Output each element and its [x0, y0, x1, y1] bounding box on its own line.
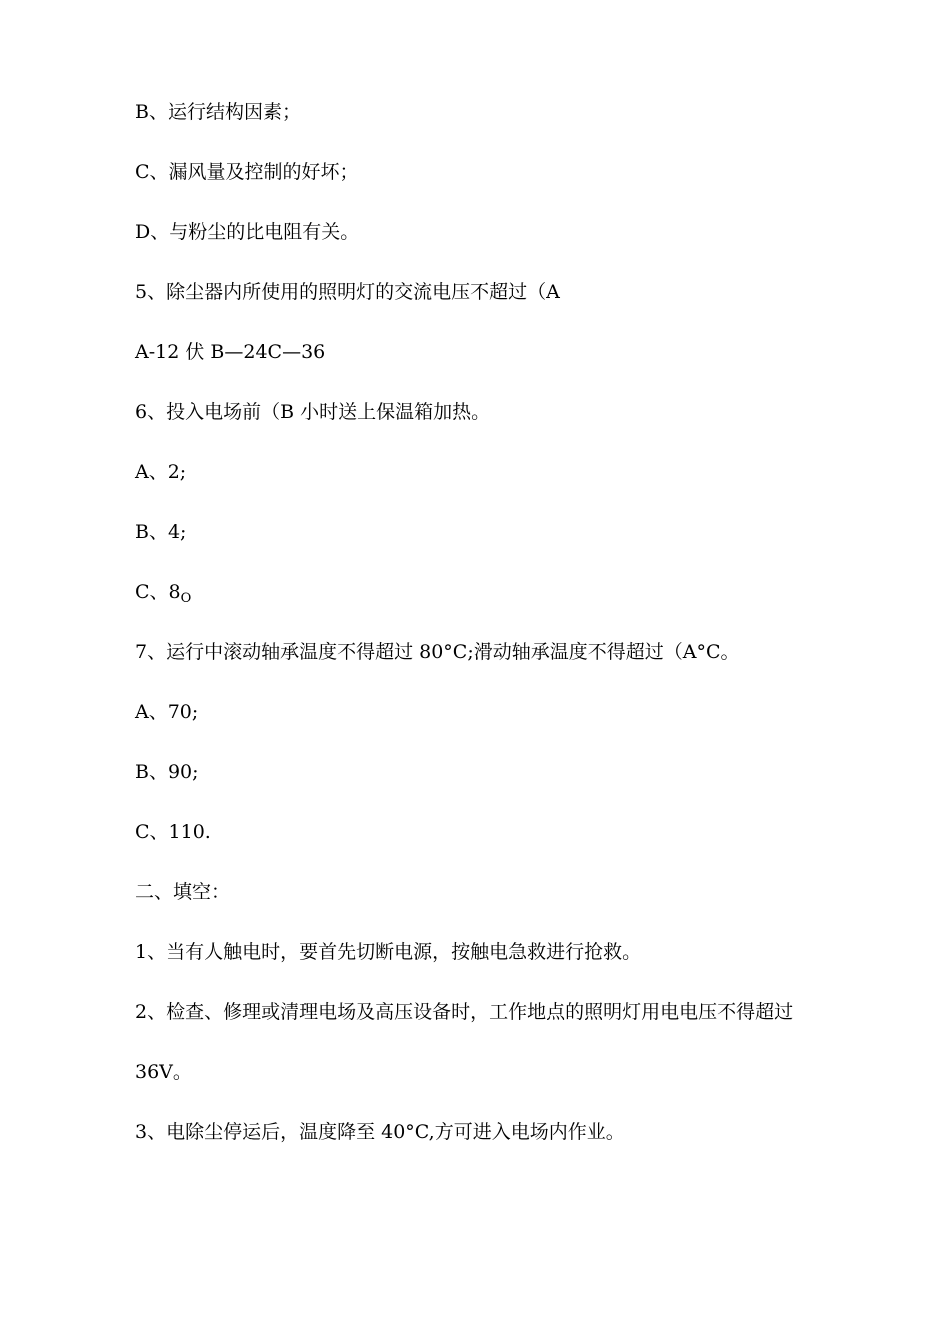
question-5-options: A-12 伏 B—24C—36	[135, 341, 326, 363]
fill-blank-2-continued: 36V。	[135, 1061, 192, 1083]
option-d-resistivity: D、与粉尘的比电阻有关。	[135, 221, 360, 243]
question-6-option-a: A、2;	[135, 461, 187, 483]
question-7-option-b: B、90;	[135, 761, 199, 783]
question-7: 7、运行中滚动轴承温度不得超过 80°C;滑动轴承温度不得超过（A°C。	[135, 641, 740, 663]
fill-blank-1: 1、当有人触电时，要首先切断电源，按触电急救进行抢救。	[135, 941, 642, 963]
section-fill-blank-heading: 二、填空：	[135, 881, 231, 903]
question-7-option-c: C、110.	[135, 821, 211, 843]
question-5: 5、除尘器内所使用的照明灯的交流电压不超过（A	[135, 281, 560, 303]
fill-blank-2: 2、检查、修理或清理电场及高压设备时，工作地点的照明灯用电电压不得超过	[135, 1001, 794, 1023]
question-6-option-b: B、4;	[135, 521, 187, 543]
fill-blank-3: 3、电除尘停运后，温度降至 40°C,方可进入电场内作业。	[135, 1121, 625, 1143]
question-6-option-c	[135, 580, 835, 611]
question-7-option-a: A、70;	[135, 701, 199, 723]
question-6: 6、投入电场前（B 小时送上保温箱加热。	[135, 401, 491, 423]
question-6-option-c-text: C、8	[135, 581, 181, 603]
option-c-air-leakage: C、漏风量及控制的好坏；	[135, 161, 359, 183]
question-6-option-c-suffix: O	[180, 591, 192, 606]
option-b-structure: B、运行结构因素；	[135, 101, 301, 123]
